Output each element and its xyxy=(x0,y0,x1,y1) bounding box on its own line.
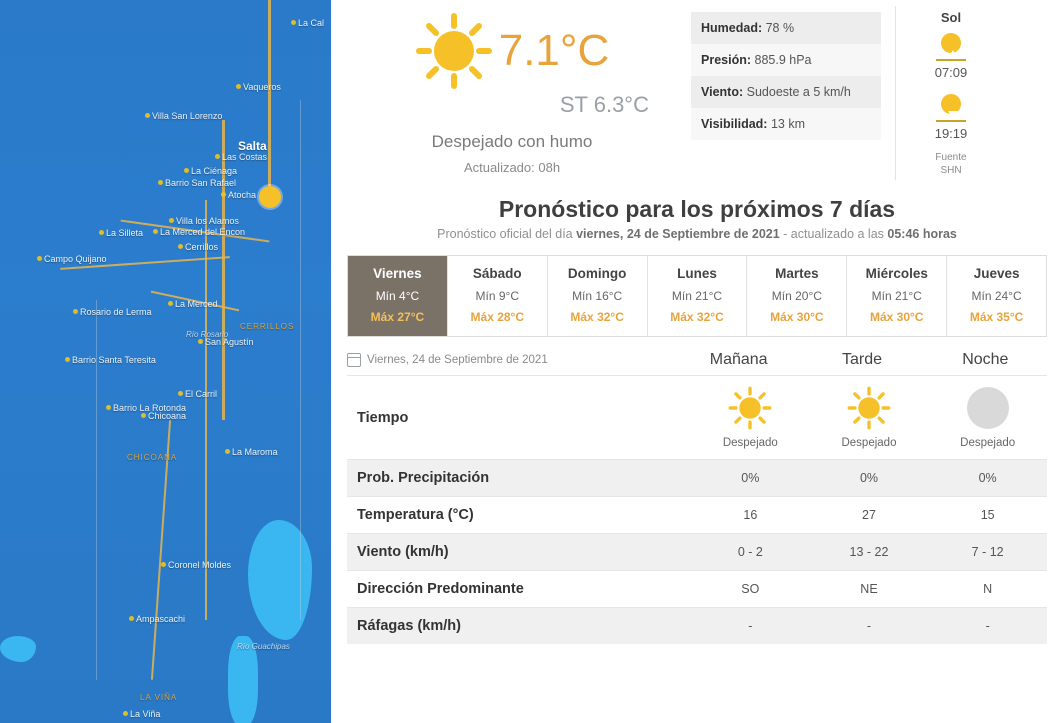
table-row-label: Viento (km/h) xyxy=(347,534,691,571)
forecast-day-min: Mín 20°C xyxy=(771,289,822,303)
map-label: Villa San Lorenzo xyxy=(152,111,223,121)
table-cell: 15 xyxy=(980,508,995,522)
map-label: Barrio San Rafael xyxy=(165,178,237,188)
forecast-day-tab[interactable] xyxy=(448,256,548,336)
map-label: La Cal xyxy=(298,18,325,28)
table-row-label: Dirección Predominante xyxy=(357,581,524,597)
forecast-day-min: Mín 21°C xyxy=(671,289,723,303)
table-cell: 16 xyxy=(743,508,758,522)
map-place-dot xyxy=(158,180,163,185)
table-cell: 0% xyxy=(810,460,929,497)
detail-row-value: 885.9 hPa xyxy=(754,53,812,67)
detail-row xyxy=(691,76,881,108)
map-road xyxy=(205,200,207,620)
table-row-label: Prob. Precipitación xyxy=(347,460,691,497)
column-header-afternoon: Tarde xyxy=(841,351,882,368)
table-cell: 7 - 12 xyxy=(928,534,1047,571)
map-label: Cerrillos xyxy=(185,242,219,252)
sunset-icon xyxy=(932,90,970,124)
forecast-day-tabs[interactable] xyxy=(347,255,1047,337)
table-cell-weather xyxy=(691,376,810,460)
table-row xyxy=(347,534,1047,571)
map-label: CERRILLOS xyxy=(240,322,295,331)
table-cell: N xyxy=(983,582,993,596)
map-label: Barrio La Rotonda xyxy=(113,403,187,413)
detail-table xyxy=(347,375,1047,644)
table-cell: - xyxy=(928,608,1047,645)
map-place-dot xyxy=(236,84,241,89)
map-place-dot xyxy=(161,562,166,567)
forecast-subtitle-mid: - actualizado a las xyxy=(779,227,888,241)
current-condition: Despejado con humo xyxy=(431,132,593,151)
weather-caption: Despejado xyxy=(722,437,778,449)
sun-icon xyxy=(415,12,493,90)
map-label: La Merced xyxy=(175,299,218,309)
table-row xyxy=(347,608,1047,645)
map-label: Salta xyxy=(238,139,267,153)
forecast-subtitle-time: 05:46 horas xyxy=(887,227,957,241)
forecast-day-tab[interactable] xyxy=(947,256,1046,336)
detail-header-row xyxy=(347,351,1047,369)
column-header-night: Noche xyxy=(962,351,1009,368)
forecast-subtitle-pre: Pronóstico oficial del día xyxy=(437,227,577,241)
map-label: La Merced del Encon xyxy=(160,227,246,237)
current-conditions xyxy=(331,0,1063,180)
forecast-day-tab[interactable] xyxy=(648,256,748,336)
forecast-day-max: Máx 30°C xyxy=(869,310,924,324)
moon-icon xyxy=(966,386,1010,433)
sun-source-name: SHN xyxy=(940,165,962,176)
map-road xyxy=(222,120,225,420)
map-label: Rosario de Lerma xyxy=(80,307,152,317)
map-place-dot xyxy=(178,244,183,249)
table-row xyxy=(347,460,1047,497)
table-row-label: Ráfagas (km/h) xyxy=(347,608,691,645)
map-label: Campo Quijano xyxy=(44,254,107,264)
map-place-dot xyxy=(73,309,78,314)
forecast-day-name: Lunes xyxy=(677,266,717,281)
map-place-dot xyxy=(153,229,158,234)
detail-row xyxy=(691,44,881,76)
sun-icon xyxy=(847,386,891,433)
map-place-dot xyxy=(99,230,104,235)
forecast-day-name: Sábado xyxy=(472,266,522,281)
forecast-day-min: Mín 16°C xyxy=(572,289,623,303)
forecast-day-max: Máx 28°C xyxy=(470,310,525,324)
detail-row-label: Presión: xyxy=(701,53,752,67)
map-trail xyxy=(300,100,301,620)
sunset-time: 19:19 xyxy=(934,126,968,141)
forecast-day-min: Mín 24°C xyxy=(971,289,1022,303)
forecast-subtitle xyxy=(331,227,1063,241)
forecast-day-min: Mín 4°C xyxy=(375,289,420,303)
map-location-marker[interactable] xyxy=(259,186,281,208)
table-cell: - xyxy=(810,608,929,645)
calendar-icon xyxy=(347,353,361,367)
forecast-day-tab[interactable] xyxy=(348,256,448,336)
table-cell: 13 - 22 xyxy=(810,534,929,571)
forecast-day-max: Máx 27°C xyxy=(370,310,425,324)
sun-icon xyxy=(728,386,772,433)
map-place-dot xyxy=(123,711,128,716)
detail-date-text: Viernes, 24 de Septiembre de 2021 xyxy=(367,354,548,366)
map-place-dot xyxy=(169,218,174,223)
table-cell-weather xyxy=(810,376,929,460)
map-place-dot xyxy=(215,154,220,159)
map-label: Villa los Alamos xyxy=(176,216,239,226)
map-label: Atocha xyxy=(228,190,257,200)
forecast-day-name: Miércoles xyxy=(865,266,928,281)
forecast-day-name: Domingo xyxy=(567,266,627,281)
current-summary xyxy=(347,6,677,175)
map-label: Río Guachipas xyxy=(237,642,290,651)
map-panel[interactable] xyxy=(0,0,331,723)
detail-row-label: Viento: xyxy=(701,85,744,99)
map-place-dot xyxy=(291,20,296,25)
last-updated: Actualizado: 08h xyxy=(463,160,561,175)
detail-row-label: Visibilidad: xyxy=(701,117,768,131)
table-cell: SO xyxy=(741,582,760,596)
map-place-dot xyxy=(198,339,203,344)
detail-row-value: 13 km xyxy=(770,117,805,131)
table-cell: 0 - 2 xyxy=(691,534,810,571)
map-label: San Agustín xyxy=(205,337,254,347)
map-label: Río Rosario xyxy=(186,330,229,339)
forecast-day-tab[interactable] xyxy=(747,256,847,336)
table-cell: NE xyxy=(860,582,878,596)
detail-row-value: Sudoeste a 5 km/h xyxy=(746,85,851,99)
map-label: Coronel Moldes xyxy=(168,560,232,570)
sun-source-label: Fuente xyxy=(935,152,967,163)
map-place-dot xyxy=(168,301,173,306)
map-place-dot xyxy=(184,168,189,173)
table-row-label: Temperatura (°C) xyxy=(357,507,474,523)
map-place-dot xyxy=(37,256,42,261)
map-label: La Viña xyxy=(130,709,161,719)
detail-row xyxy=(691,12,881,44)
map-place-dot xyxy=(145,113,150,118)
forecast-day-name: Viernes xyxy=(373,266,422,281)
weather-panel xyxy=(331,0,1063,723)
forecast-day-tab[interactable] xyxy=(847,256,947,336)
forecast-day-min: Mín 9°C xyxy=(475,289,520,303)
table-cell: - xyxy=(691,608,810,645)
map-label: La Maroma xyxy=(232,447,278,457)
current-temperature: 7.1°C xyxy=(498,26,610,75)
column-header-morning: Mañana xyxy=(709,351,768,368)
detail-date xyxy=(347,353,677,367)
detail-row-value: 78 % xyxy=(765,21,795,35)
map-road xyxy=(268,0,271,200)
map-label: La Ciénaga xyxy=(191,166,238,176)
forecast-title: Pronóstico para los próximos 7 días xyxy=(498,196,896,222)
table-row xyxy=(347,376,1047,460)
map-label: El Carril xyxy=(185,389,218,399)
map-place-dot xyxy=(65,357,70,362)
map-place-dot xyxy=(129,616,134,621)
sun-title: Sol xyxy=(940,10,962,25)
map-place-dot xyxy=(106,405,111,410)
forecast-day-tab[interactable] xyxy=(548,256,648,336)
table-cell: 0% xyxy=(928,460,1047,497)
map-label: LA VIÑA xyxy=(140,693,178,702)
detail-row-label: Humedad: xyxy=(701,21,763,35)
weather-caption: Despejado xyxy=(960,437,1016,449)
forecast-subtitle-date: viernes, 24 de Septiembre de 2021 xyxy=(576,227,780,241)
map-label: Ampascachi xyxy=(136,614,186,624)
forecast-day-min: Mín 21°C xyxy=(871,289,922,303)
table-row xyxy=(347,497,1047,534)
table-cell: 27 xyxy=(862,508,876,522)
weather-caption: Despejado xyxy=(841,437,897,449)
map-label: La Silleta xyxy=(106,228,144,238)
map-label: Barrio Santa Teresita xyxy=(72,355,156,365)
map-place-dot xyxy=(178,391,183,396)
sunrise-icon xyxy=(932,29,970,63)
table-row-label: Tiempo xyxy=(357,409,409,426)
table-cell-weather xyxy=(928,376,1047,460)
map-place-dot xyxy=(141,413,146,418)
current-details-list xyxy=(691,12,881,140)
forecast-day-max: Máx 32°C xyxy=(670,310,724,324)
map-place-dot xyxy=(225,449,230,454)
forecast-day-max: Máx 32°C xyxy=(570,310,624,324)
map-label: CHICOANA xyxy=(127,453,178,462)
forecast-day-name: Martes xyxy=(775,266,819,281)
detail-row xyxy=(691,108,881,140)
sunrise-time: 07:09 xyxy=(934,65,968,80)
forecast-day-name: Jueves xyxy=(973,266,1020,281)
table-cell: 0% xyxy=(691,460,810,497)
map-place-dot xyxy=(221,192,226,197)
map-label: Vaqueros xyxy=(243,82,281,92)
forecast-day-max: Máx 30°C xyxy=(770,310,824,324)
forecast-day-max: Máx 35°C xyxy=(969,310,1024,324)
feels-like: ST 6.3°C xyxy=(559,92,649,117)
table-row xyxy=(347,571,1047,608)
sun-times xyxy=(895,6,1006,180)
map-label: Chicoana xyxy=(148,411,187,421)
map-label: Las Costas xyxy=(222,152,268,162)
